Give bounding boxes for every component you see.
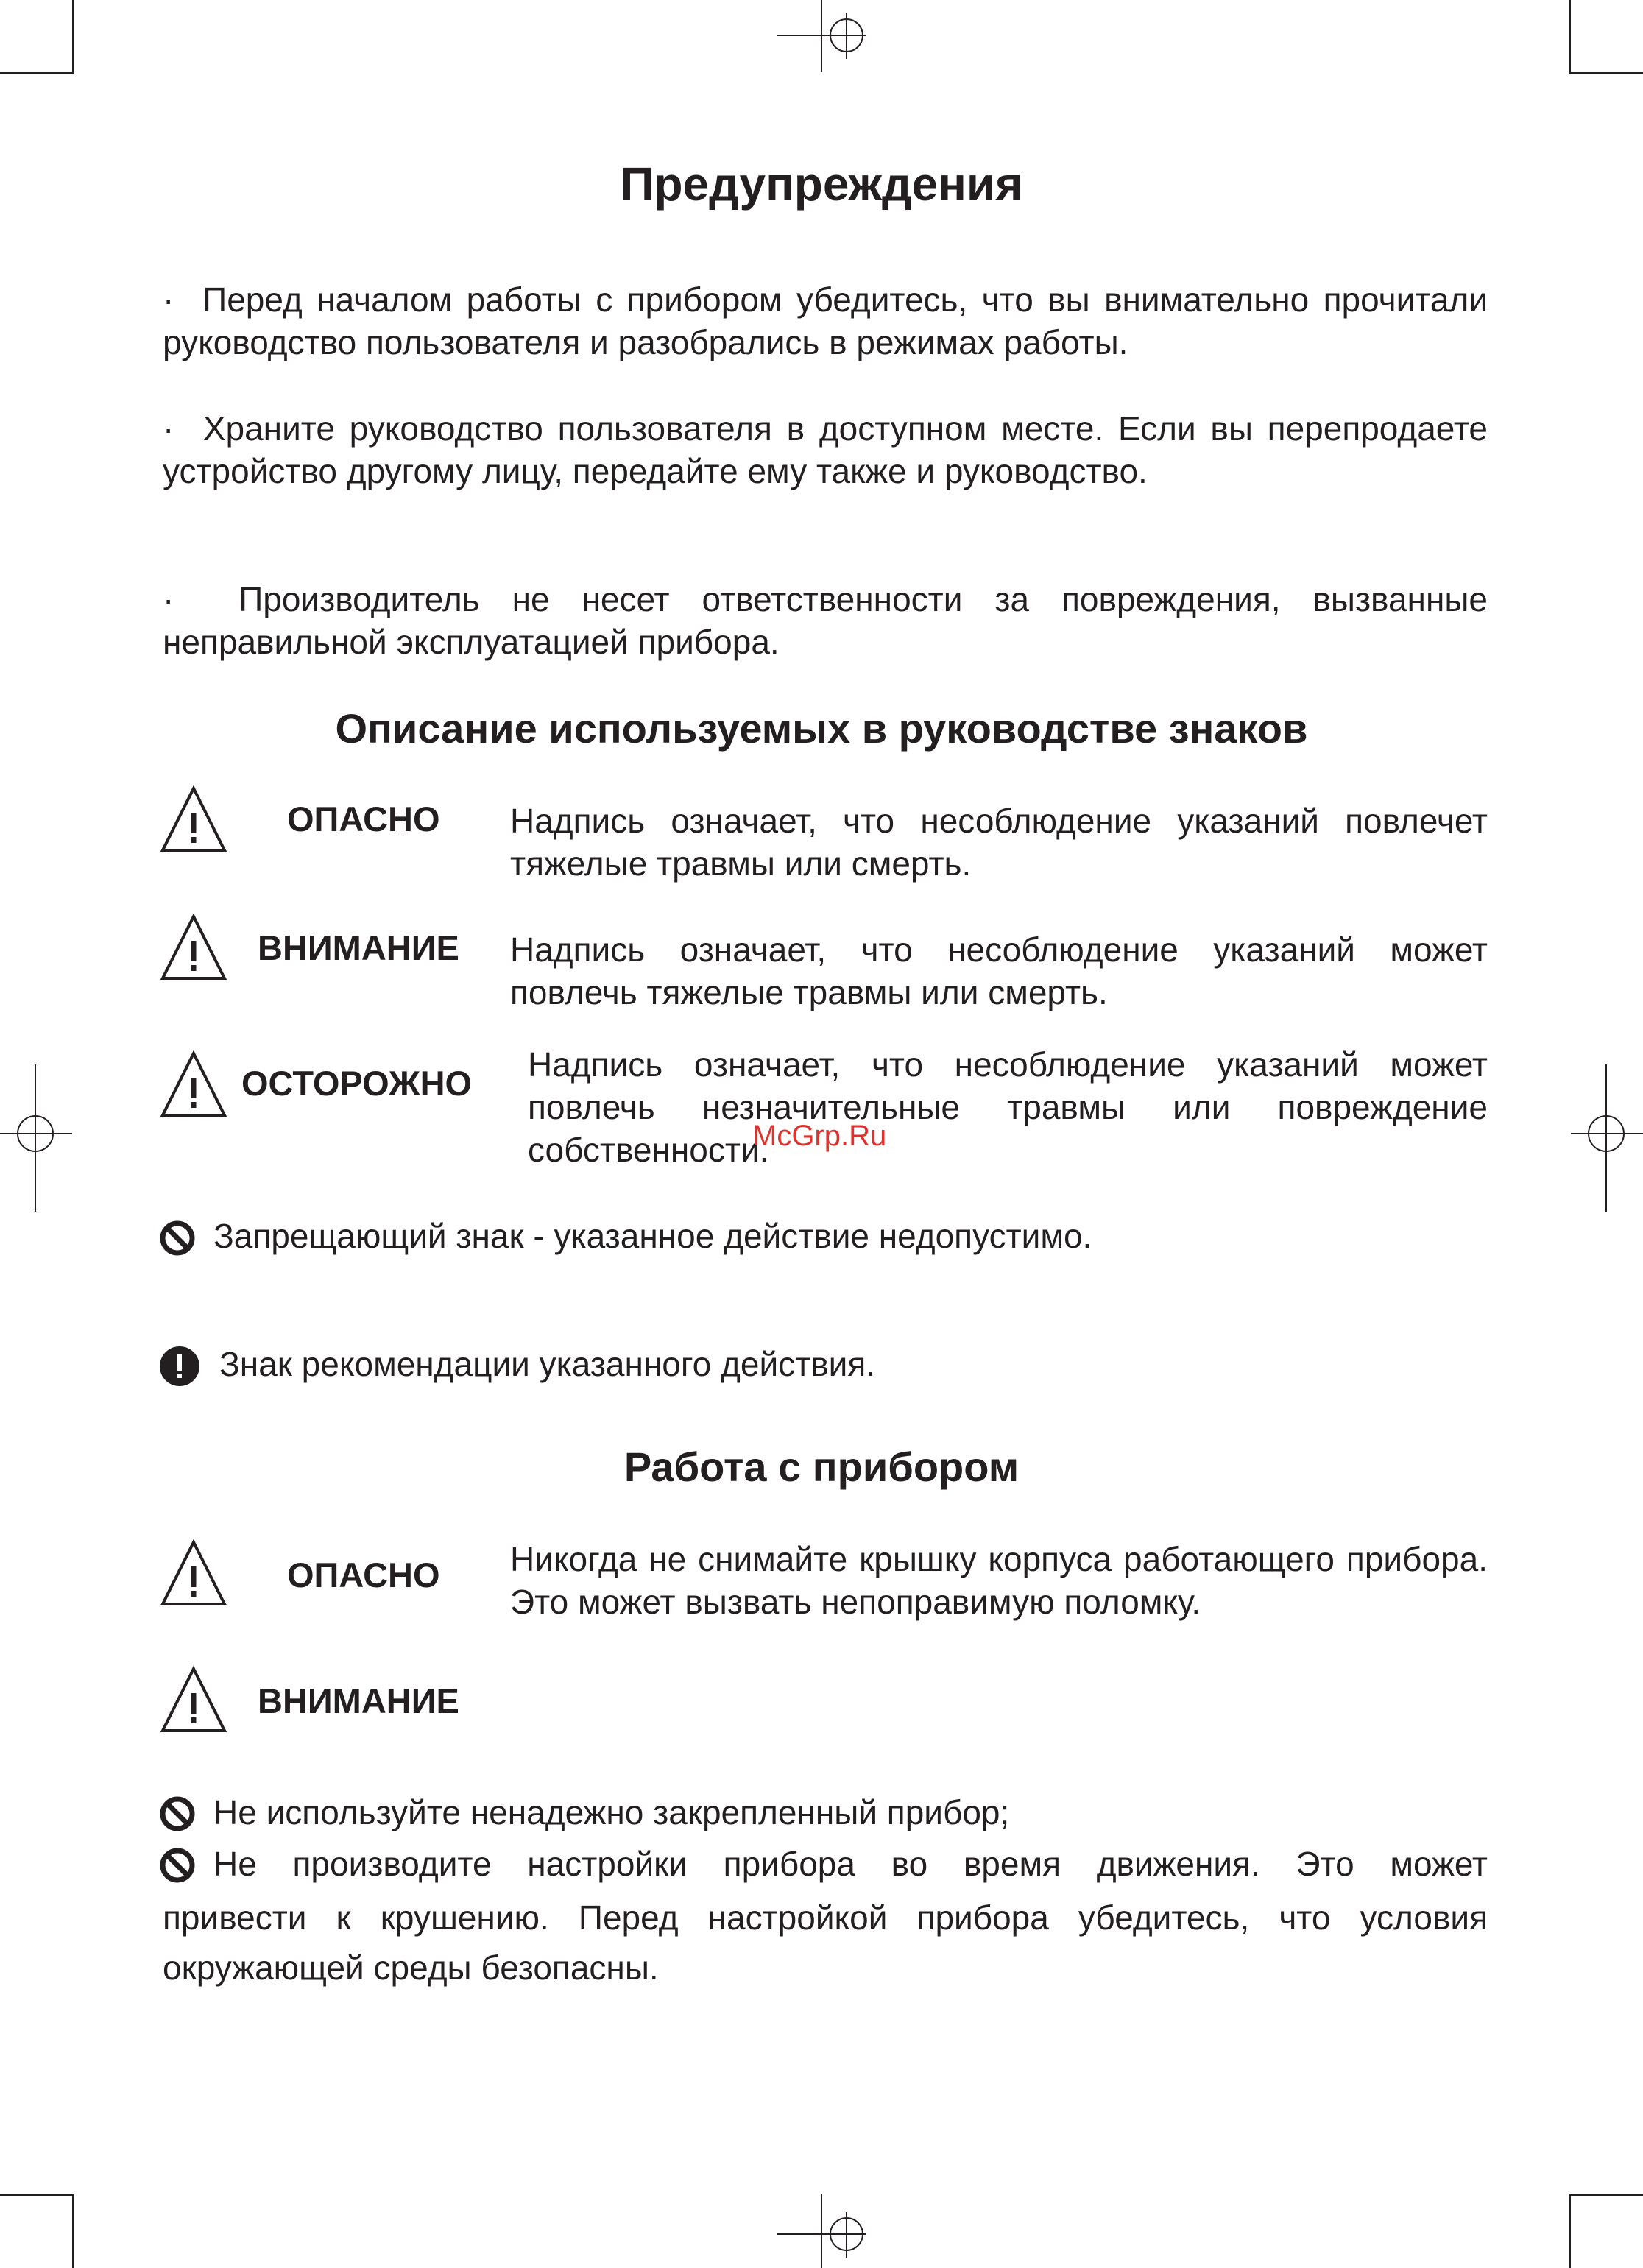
intro-paragraph-3-text: Производитель не несет ответственности за повреждения, вызванные неправильной эксплуатацией прибора. (163, 580, 1488, 661)
intro-paragraph-1-text: Перед началом работы с прибором убедитесь, что вы внимательно прочитали руководство пользователя и разобрались в режимах работы. (163, 280, 1488, 361)
registration-mark-top (763, 0, 880, 74)
exclamation-circle-icon (159, 1346, 200, 1387)
crop-mark-bottom-left-vertical (72, 2194, 74, 2268)
crop-mark-top-right-vertical (1569, 0, 1571, 74)
prohibition-item-2-first-line: Не производите настройки прибора во время движения. Это может (213, 1845, 1488, 1883)
operation-warning-label: ВНИМАНИЕ (258, 1681, 459, 1720)
prohibition-item-1: Не используйте ненадежно закрепленный прибор; (213, 1793, 1010, 1831)
bullet: · (163, 580, 174, 618)
registration-mark-right (1569, 1064, 1643, 1212)
warning-triangle-icon (159, 913, 228, 982)
danger-label: ОПАСНО (287, 799, 440, 838)
operation-section-heading: Работа с прибором (623, 1444, 1020, 1490)
prohibition-icon (159, 1795, 196, 1832)
warning-label: ВНИМАНИЕ (258, 928, 459, 967)
recommendation-legend-text: Знак рекомендации указанного действия. (219, 1345, 876, 1383)
warning-description: Надпись означает, что несоблюдение указаний может повлечь тяжелые травмы или смерть. (510, 930, 1488, 1011)
warning-triangle-icon (159, 785, 228, 854)
prohibition-item-2-rest: привести к крушению. Перед настройкой прибора убедитесь, что условия окружающей среды безопасны. (163, 1898, 1488, 1987)
intro-paragraph-3 (163, 578, 1488, 663)
prohibition-icon (159, 1847, 196, 1884)
warning-triangle-icon (159, 1665, 228, 1734)
crop-mark-bottom-right-vertical (1569, 2194, 1571, 2268)
danger-description: Надпись означает, что несоблюдение указаний повлечет тяжелые травмы или смерть. (510, 802, 1488, 883)
crop-mark-bottom-left-horizontal (0, 2194, 74, 2196)
crop-mark-bottom-right-horizontal (1569, 2194, 1643, 2196)
prohibition-icon (159, 1220, 196, 1257)
warning-triangle-icon (159, 1539, 228, 1608)
prohibition-legend-text: Запрещающий знак - указанное действие недопустимо. (213, 1217, 1092, 1255)
intro-paragraph-1 (163, 278, 1488, 364)
registration-mark-left (0, 1064, 74, 1212)
bullet: · (163, 409, 174, 448)
crop-mark-top-left-vertical (72, 0, 74, 74)
registration-mark-bottom (763, 2194, 880, 2268)
warning-triangle-icon (159, 1050, 228, 1119)
page-title: Предупреждения (620, 158, 1023, 211)
caution-label: ОСТОРОЖНО (241, 1064, 473, 1103)
intro-paragraph-2 (163, 407, 1488, 492)
operation-warning-text: Никогда не снимайте крышку корпуса работающего прибора. Это может вызвать непоправимую поломку. (510, 1540, 1488, 1621)
crop-mark-top-left-horizontal (0, 72, 74, 74)
caution-description: Надпись означает, что несоблюдение указаний может повлечь незначительные травмы или повреждение собственности. (528, 1045, 1488, 1169)
crop-mark-top-right-horizontal (1569, 72, 1643, 74)
operation-danger-label: ОПАСНО (287, 1555, 440, 1594)
intro-paragraph-2-text: Храните руководство пользователя в доступном месте. Если вы перепродаете устройство другому лицу, передайте ему также и руководство. (163, 409, 1488, 490)
watermark: McGrp.Ru (752, 1120, 887, 1152)
signs-section-heading: Описание используемых в руководстве знаков (335, 705, 1308, 752)
bullet: · (163, 280, 174, 319)
